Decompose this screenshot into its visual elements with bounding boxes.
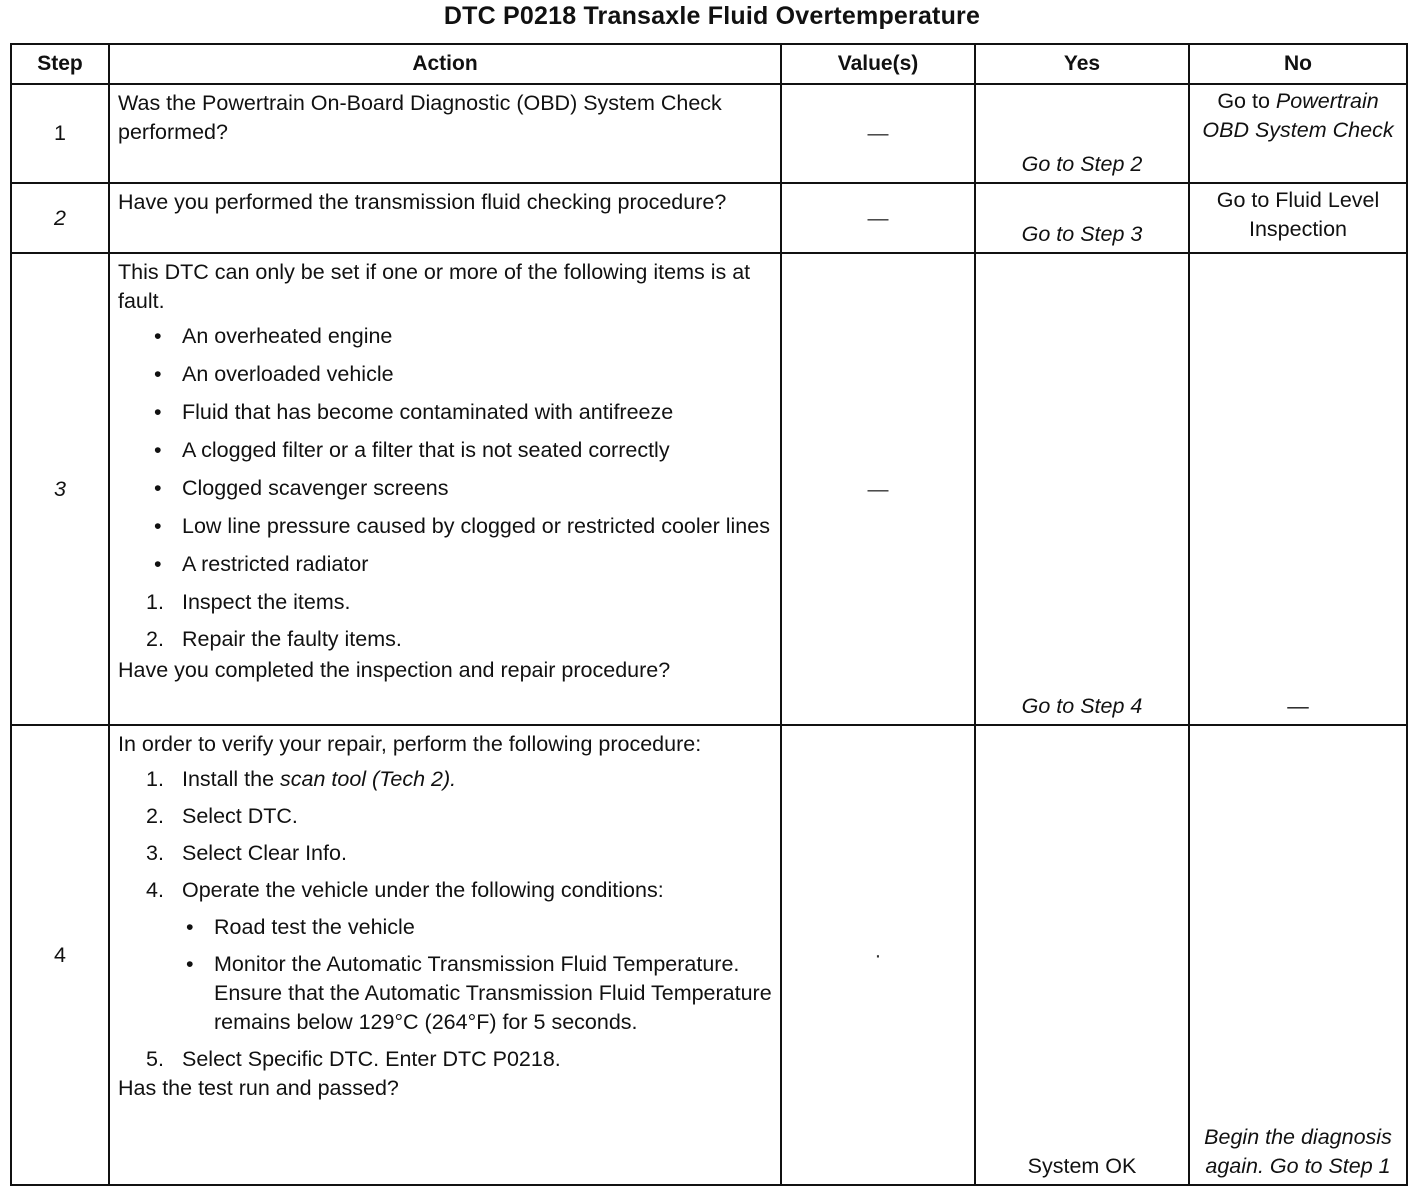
action-text: Have you performed the transmission fluid checking procedure?: [118, 190, 727, 214]
step-number: 4: [11, 725, 109, 1185]
list-item: • Clogged scavenger screens: [118, 474, 772, 503]
yes-text: System OK: [1027, 1154, 1137, 1178]
action-cell: [109, 84, 781, 183]
numbered-step: 5. Select Specific DTC. Enter DTC P0218.: [146, 1047, 561, 1071]
step-number: 2: [11, 183, 109, 253]
action-question: Have you completed the inspection and repair procedure?: [118, 658, 671, 682]
bullet-icon: •: [154, 400, 162, 424]
value-text: —: [867, 477, 889, 501]
value-cell: [781, 183, 975, 253]
action-cell: [109, 253, 781, 725]
value-text: —: [867, 122, 889, 145]
action-cell: [109, 183, 781, 253]
table-row: [11, 84, 1407, 183]
no-cell: [1189, 84, 1407, 183]
list-item: • A clogged filter or a filter that is not seated correctly: [118, 436, 772, 465]
fault-list: [118, 322, 772, 654]
table-row: [11, 725, 1407, 1185]
action-cell: [109, 725, 781, 1185]
numbered-step: 2. Select DTC.: [146, 804, 298, 828]
table-row: [11, 183, 1407, 253]
bullet-icon: •: [154, 476, 162, 500]
scan-tool-link[interactable]: scan tool (Tech 2).: [280, 767, 457, 791]
value-cell: [781, 253, 975, 725]
list-item: • A restricted radiator: [118, 550, 772, 579]
bullet-icon: •: [154, 324, 162, 348]
yes-cell: [975, 183, 1189, 253]
sub-item: • Road test the vehicle: [118, 913, 772, 942]
document-title: DTC P0218 Transaxle Fluid Overtemperature: [443, 2, 981, 30]
bullet-icon: •: [186, 915, 194, 939]
step-number: 1: [11, 84, 109, 183]
yes-cell: [975, 725, 1189, 1185]
bullet-icon: •: [154, 438, 162, 462]
no-link[interactable]: Powertrain OBD System Check: [1202, 89, 1394, 142]
numbered-step: 3. Select Clear Info.: [146, 841, 347, 865]
yes-link[interactable]: Go to Step 3: [1021, 222, 1143, 246]
no-text: —: [1287, 694, 1309, 718]
action-text: Was the Powertrain On-Board Diagnostic (OBD) System Check performed?: [118, 91, 722, 144]
action-intro: In order to verify your repair, perform the following procedure:: [118, 732, 702, 756]
header-action: Action: [109, 44, 781, 84]
no-cell: [1189, 183, 1407, 253]
header-values: Value(s): [781, 44, 975, 84]
yes-link[interactable]: Go to Step 4: [1021, 694, 1143, 718]
step-number: 3: [11, 253, 109, 725]
yes-cell: [975, 84, 1189, 183]
numbered-step: 2. Repair the faulty items.: [146, 627, 402, 651]
no-prefix: Go to: [1217, 89, 1270, 113]
table-row: [11, 253, 1407, 725]
list-item: • Fluid that has become contaminated with antifreeze: [118, 398, 772, 427]
bullet-icon: •: [154, 514, 162, 538]
diagnostic-table: [10, 43, 1408, 1186]
action-question: Has the test run and passed?: [118, 1076, 399, 1100]
table-header-row: [11, 44, 1407, 84]
value-cell: [781, 725, 975, 1185]
procedure-list: [118, 765, 772, 1074]
action-intro: This DTC can only be set if one or more of the following items is at fault.: [118, 260, 751, 313]
list-item: • An overloaded vehicle: [118, 360, 772, 389]
bullet-icon: •: [154, 362, 162, 386]
numbered-step: 1. Install the scan tool (Tech 2).: [146, 767, 457, 791]
bullet-icon: •: [186, 952, 194, 976]
list-item: • Low line pressure caused by clogged or restricted cooler lines: [118, 512, 772, 541]
numbered-step: 4. Operate the vehicle under the following conditions:: [146, 878, 664, 902]
no-link[interactable]: Begin the diagnosis again. Go to Step 1: [1204, 1125, 1392, 1178]
value-cell: [781, 84, 975, 183]
value-text: ·: [874, 942, 882, 967]
header-step: Step: [11, 44, 109, 84]
no-link[interactable]: Go to Fluid Level Inspection: [1216, 188, 1380, 241]
header-yes: Yes: [975, 44, 1189, 84]
no-cell: [1189, 725, 1407, 1185]
list-item: • An overheated engine: [118, 322, 772, 351]
yes-cell: [975, 253, 1189, 725]
bullet-icon: •: [154, 552, 162, 576]
numbered-step: 1. Inspect the items.: [146, 590, 351, 614]
yes-link[interactable]: Go to Step 2: [1021, 152, 1143, 176]
sub-item: • Monitor the Automatic Transmission Fluid Temperature. Ensure that the Automatic Transmission Fluid Temperature remains below 129°C (264°F) for 5 seconds.: [186, 952, 772, 1034]
value-text: —: [867, 206, 889, 230]
no-cell: [1189, 253, 1407, 725]
header-no: No: [1189, 44, 1407, 84]
